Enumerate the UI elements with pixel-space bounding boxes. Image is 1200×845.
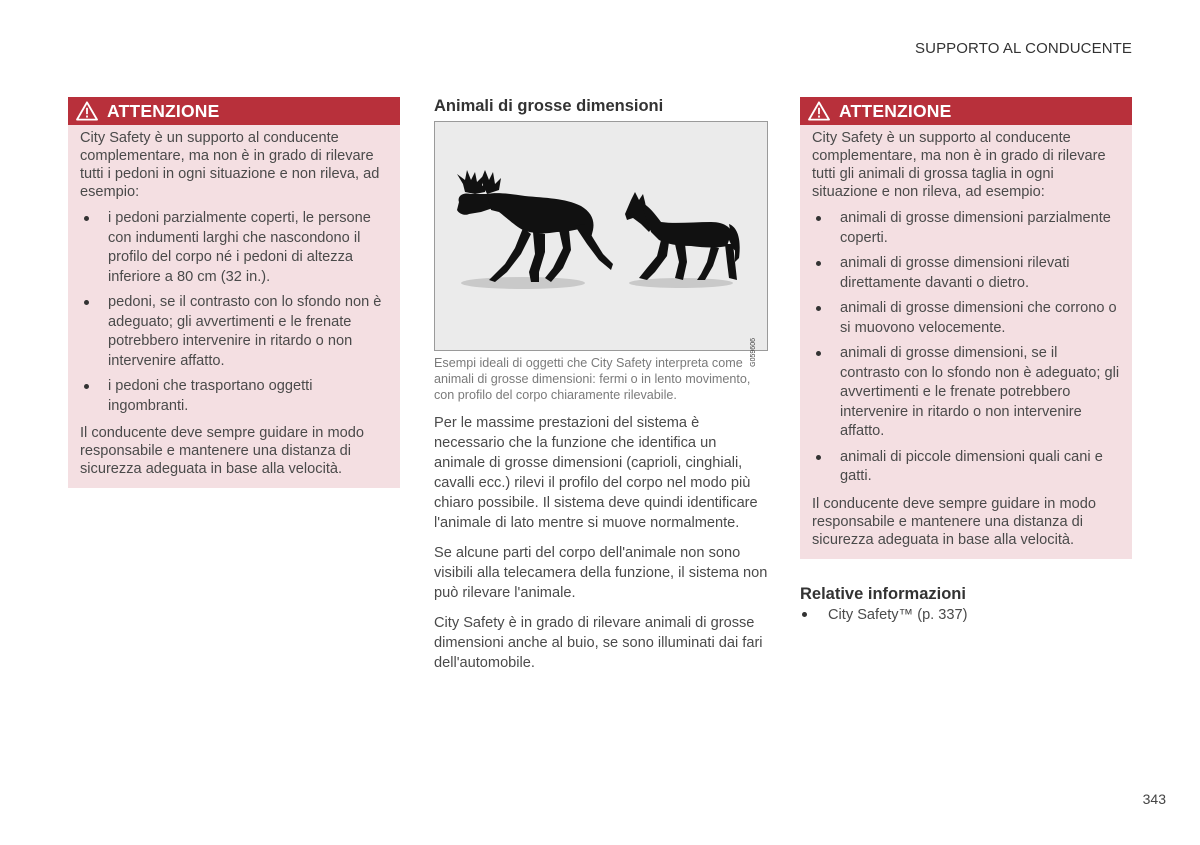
warning-intro: City Safety è un supporto al conducente complementare, ma non è in grado di rilevare tutti gli animali di grossa taglia in ogni situazione e non rileva, ad esempio: (812, 130, 1106, 200)
left-column (68, 97, 400, 488)
page-header-title: SUPPORTO AL CONDUCENTE (915, 40, 1132, 57)
animal-silhouettes-illustration (435, 122, 767, 350)
figure-caption: Esempi ideali di oggetti che City Safety interpreta come animali di grosse dimensioni: fermi o in lento movimento, con profilo del corpo chiaramente rilevabile. (434, 356, 751, 402)
moose-silhouette (457, 170, 613, 282)
list-item: animali di grosse dimensioni parzialmente coperti. (812, 209, 1120, 248)
warning-header (68, 97, 400, 125)
related-info-list (800, 606, 1132, 624)
warning-outro: Il conducente deve sempre guidare in modo responsabile e mantenere una distanza di sicurezza adeguata in base alla velocità. (812, 495, 1096, 548)
list-item: animali di grosse dimensioni, se il contrasto con lo sfondo non è adeguato; gli avvertimenti e le frenate potrebbero intervenire in ritardo o non intervenire affatto. (812, 344, 1120, 442)
warning-list (812, 209, 1120, 487)
body-paragraph: Per le massime prestazioni del sistema è necessario che la funzione che identifica un animale di grosse dimensioni (caprioli, cinghiali, cavalli ecc.) rilevi il profilo del corpo nel modo più chiaro possibile. Il sistema deve quindi identificare l'animale di lato mentre si muove normalmente. (434, 415, 758, 531)
warning-header (800, 97, 1132, 125)
animal-warning-box (800, 97, 1132, 559)
body-paragraph: Se alcune parti del corpo dell'animale non sono visibili alla telecamera della funzione, il sistema non può rilevare l'animale. (434, 545, 768, 601)
related-link-city-safety[interactable]: City Safety™ (p. 337) (800, 606, 1132, 624)
warning-triangle-icon (808, 101, 830, 121)
horse-silhouette (625, 192, 740, 280)
list-item: i pedoni che trasportano oggetti ingombranti. (80, 377, 388, 416)
warning-body (68, 125, 400, 488)
middle-column (434, 97, 768, 683)
warning-body (800, 125, 1132, 559)
warning-list (80, 209, 388, 416)
list-item: pedoni, se il contrasto con lo sfondo non è adeguato; gli avvertimenti e le frenate potrebbero intervenire in ritardo o non intervenire affatto. (80, 293, 388, 371)
figure-code: G059606 (750, 338, 757, 367)
warning-intro: City Safety è un supporto al conducente complementare, ma non è in grado di rilevare tutti i pedoni in ogni situazione e non rileva, ad esempio: (80, 130, 380, 200)
pedestrian-warning-box (68, 97, 400, 488)
animals-figure (434, 121, 768, 367)
warning-triangle-icon (76, 101, 98, 121)
right-column (800, 97, 1132, 624)
list-item: i pedoni parzialmente coperti, le persone con indumenti larghi che nascondono il profilo del corpo né i pedoni di altezza inferiore a 80 cm (32 in.). (80, 209, 388, 287)
list-item: animali di piccole dimensioni quali cani e gatti. (812, 448, 1120, 487)
list-item: animali di grosse dimensioni che corrono o si muovono velocemente. (812, 299, 1120, 338)
moose-shadow (461, 277, 585, 289)
section-heading: Animali di grosse dimensioni (434, 97, 664, 115)
warning-outro: Il conducente deve sempre guidare in modo responsabile e mantenere una distanza di sicurezza adeguata in base alla velocità. (80, 425, 364, 477)
warning-title: ATTENZIONE (107, 100, 220, 121)
list-item: animali di grosse dimensioni rilevati direttamente davanti o dietro. (812, 254, 1120, 293)
page-number: 343 (1142, 791, 1166, 807)
related-info-heading: Relative informazioni (800, 584, 966, 603)
body-paragraph: City Safety è in grado di rilevare animali di grosse dimensioni anche al buio, se sono illuminati dai fari dell'automobile. (434, 615, 763, 671)
warning-title: ATTENZIONE (839, 100, 952, 121)
